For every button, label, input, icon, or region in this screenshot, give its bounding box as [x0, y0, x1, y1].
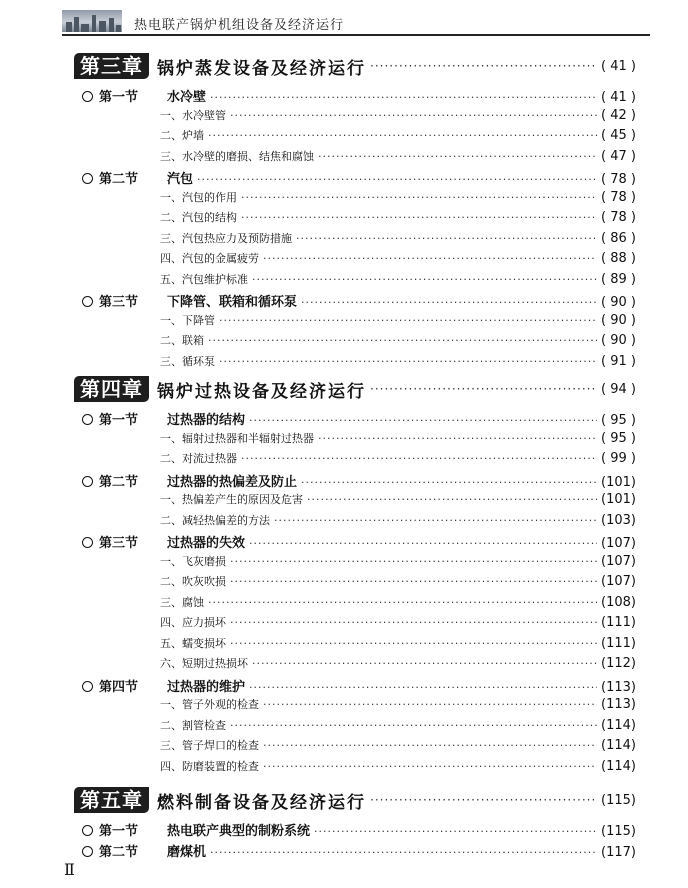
section-label: 第四节	[99, 679, 139, 695]
chapter-page: (115)	[601, 792, 636, 808]
dot-leader	[210, 91, 597, 104]
section-page: ( 78 )	[601, 172, 636, 187]
dot-leader	[208, 596, 597, 609]
item-title: 二、炉墙	[160, 129, 204, 142]
item-page: (111)	[601, 635, 636, 651]
item-page: ( 47 )	[601, 148, 636, 164]
item-title: 四、防磨装置的检查	[160, 759, 259, 773]
dot-leader	[230, 637, 597, 650]
item-entry	[160, 250, 636, 270]
item-entry	[160, 696, 636, 716]
chapter-label: 第四章	[74, 376, 149, 402]
section-label: 第二节	[99, 172, 139, 187]
dot-leader	[318, 150, 597, 163]
item-title: 三、水冷壁的磨损、结焦和腐蚀	[160, 149, 314, 163]
item-title: 三、腐蚀	[160, 595, 204, 609]
dot-leader	[252, 657, 597, 670]
dot-leader	[241, 452, 597, 465]
dot-leader	[208, 334, 597, 347]
chapter-title: 锅炉过热设备及经济运行	[157, 381, 366, 402]
dot-leader	[263, 252, 597, 265]
item-page: (107)	[601, 553, 636, 569]
item-title: 一、汽包的作用	[160, 190, 237, 204]
item-title: 六、短期过热损坏	[160, 657, 248, 670]
item-entry	[160, 553, 636, 573]
circle-bullet-icon	[82, 846, 93, 857]
item-title: 二、汽包的结构	[160, 211, 237, 224]
section-label: 第二节	[99, 844, 139, 860]
section-entry	[82, 676, 636, 696]
dot-leader	[301, 296, 597, 309]
circle-bullet-icon	[82, 681, 93, 692]
item-entry	[160, 614, 636, 634]
item-title: 二、减轻热偏差的方法	[160, 513, 270, 527]
item-page: ( 89 )	[601, 271, 636, 287]
item-title: 五、蠕变损坏	[160, 636, 226, 650]
section-page: (117)	[601, 844, 636, 860]
section-page: ( 90 )	[601, 295, 636, 310]
item-page: ( 91 )	[601, 353, 636, 369]
dot-leader	[252, 273, 597, 286]
chapter-label: 第三章	[74, 53, 149, 79]
dot-leader	[230, 555, 597, 568]
item-page: (114)	[601, 717, 636, 733]
dot-leader	[370, 59, 597, 73]
dot-leader	[197, 173, 597, 186]
item-title: 一、管子外观的检查	[160, 698, 259, 711]
header-title: 热电联产锅炉机组设备及经济运行	[134, 18, 345, 33]
section-title: 过热器的结构	[167, 413, 246, 428]
item-title: 一、水冷壁管	[160, 108, 226, 122]
dot-leader	[301, 476, 597, 489]
section-title: 过热器的热偏差及防止	[167, 474, 298, 490]
dot-leader	[307, 493, 597, 506]
item-page: ( 78 )	[601, 210, 636, 225]
item-page: (108)	[601, 594, 636, 610]
item-entry	[160, 127, 636, 147]
section-page: (101)	[601, 474, 636, 490]
circle-bullet-icon	[82, 414, 93, 425]
item-title: 三、汽包热应力及预防措施	[160, 231, 292, 245]
dot-leader	[370, 793, 597, 807]
section-title: 热电联产典型的制粉系统	[167, 824, 311, 839]
section-title: 过热器的维护	[167, 679, 246, 695]
section-page: (113)	[601, 679, 636, 695]
dot-leader	[230, 719, 597, 732]
item-title: 四、汽包的金属疲劳	[160, 252, 259, 265]
dot-leader	[249, 537, 597, 550]
item-entry	[160, 430, 636, 450]
item-entry	[160, 758, 636, 778]
section-page: ( 95 )	[601, 413, 636, 428]
item-entry	[160, 512, 636, 532]
section-title: 汽包	[167, 172, 194, 187]
section-title: 过热器的失效	[167, 536, 246, 551]
circle-bullet-icon	[82, 91, 93, 102]
chapter-entry	[74, 375, 636, 403]
section-label: 第一节	[99, 824, 139, 839]
dot-leader	[219, 314, 597, 327]
item-entry	[160, 635, 636, 655]
chapter-entry	[74, 52, 636, 80]
chapter-title: 锅炉蒸发设备及经济运行	[157, 58, 366, 79]
item-entry	[160, 332, 636, 352]
dot-leader	[241, 191, 597, 204]
item-entry	[160, 107, 636, 127]
item-page: ( 45 )	[601, 128, 636, 143]
section-page: ( 41 )	[601, 90, 636, 105]
item-page: (112)	[601, 656, 636, 671]
item-entry	[160, 573, 636, 593]
item-title: 五、汽包维护标准	[160, 272, 248, 286]
circle-bullet-icon	[82, 296, 93, 307]
section-label: 第二节	[99, 474, 139, 490]
section-title: 水冷壁	[167, 90, 207, 105]
section-label: 第一节	[99, 413, 139, 428]
dot-leader	[263, 760, 597, 773]
section-label: 第三节	[99, 295, 139, 310]
page-number: Ⅱ	[64, 860, 75, 879]
section-entry	[82, 532, 636, 552]
dot-leader	[208, 129, 597, 142]
circle-bullet-icon	[82, 173, 93, 184]
item-entry	[160, 737, 636, 757]
item-page: ( 99 )	[601, 451, 636, 466]
dot-leader	[274, 514, 597, 527]
item-page: ( 86 )	[601, 230, 636, 246]
item-entry	[160, 230, 636, 250]
circle-bullet-icon	[82, 476, 93, 487]
item-title: 一、下降管	[160, 313, 215, 327]
chapter-label: 第五章	[74, 787, 149, 813]
section-page: (115)	[601, 824, 636, 839]
section-entry	[82, 409, 636, 429]
item-entry	[160, 271, 636, 291]
section-entry	[82, 168, 636, 188]
item-page: ( 42 )	[601, 107, 636, 123]
dot-leader	[230, 575, 597, 588]
item-title: 二、对流过热器	[160, 452, 237, 465]
section-label: 第一节	[99, 90, 139, 105]
item-page: (114)	[601, 758, 636, 774]
circle-bullet-icon	[82, 537, 93, 548]
chapter-page: ( 41 )	[601, 58, 636, 74]
dot-leader	[219, 355, 597, 368]
item-entry	[160, 209, 636, 229]
item-title: 一、辐射过热器和半辐射过热器	[160, 431, 314, 445]
dot-leader	[370, 382, 597, 396]
section-title: 下降管、联箱和循环泵	[167, 295, 298, 310]
dot-leader	[314, 825, 597, 838]
item-page: (101)	[601, 492, 636, 507]
item-title: 四、应力损坏	[160, 616, 226, 629]
item-title: 二、联箱	[160, 334, 204, 347]
item-title: 三、循环泵	[160, 354, 215, 368]
item-page: ( 90 )	[601, 312, 636, 328]
dot-leader	[263, 698, 597, 711]
dot-leader	[230, 616, 597, 629]
chapter-title: 燃料制备设备及经济运行	[157, 792, 366, 813]
item-page: (114)	[601, 738, 636, 753]
section-page: (107)	[601, 536, 636, 551]
item-page: (111)	[601, 615, 636, 630]
item-title: 一、飞灰磨损	[160, 554, 226, 568]
item-page: ( 88 )	[601, 251, 636, 266]
item-entry	[160, 655, 636, 675]
chapter-entry	[74, 786, 636, 814]
dot-leader	[263, 739, 597, 752]
item-title: 二、吹灰吹损	[160, 575, 226, 588]
circle-bullet-icon	[82, 825, 93, 836]
dot-leader	[230, 109, 597, 122]
item-entry	[160, 594, 636, 614]
dot-leader	[241, 211, 597, 224]
item-page: (107)	[601, 574, 636, 589]
item-entry	[160, 189, 636, 209]
item-page: (103)	[601, 512, 636, 528]
item-page: ( 90 )	[601, 333, 636, 348]
item-page: ( 78 )	[601, 189, 636, 205]
item-entry	[160, 353, 636, 373]
item-page: (113)	[601, 697, 636, 712]
item-entry	[160, 312, 636, 332]
item-title: 二、割管检查	[160, 718, 226, 732]
section-entry	[82, 471, 636, 491]
dot-leader	[296, 232, 597, 245]
item-title: 三、管子焊口的检查	[160, 739, 259, 752]
section-label: 第三节	[99, 536, 139, 551]
item-entry	[160, 148, 636, 168]
section-entry	[82, 820, 636, 840]
item-entry	[160, 450, 636, 470]
dot-leader	[318, 432, 597, 445]
item-page: ( 95 )	[601, 430, 636, 446]
item-entry	[160, 491, 636, 511]
item-title: 一、热偏差产生的原因及危害	[160, 493, 303, 506]
dot-leader	[210, 846, 597, 859]
section-entry	[82, 841, 636, 861]
dot-leader	[249, 681, 597, 694]
item-entry	[160, 717, 636, 737]
section-title: 磨煤机	[167, 844, 207, 860]
section-entry	[82, 291, 636, 311]
chapter-page: ( 94 )	[601, 381, 636, 397]
section-entry	[82, 86, 636, 106]
dot-leader	[249, 414, 597, 427]
